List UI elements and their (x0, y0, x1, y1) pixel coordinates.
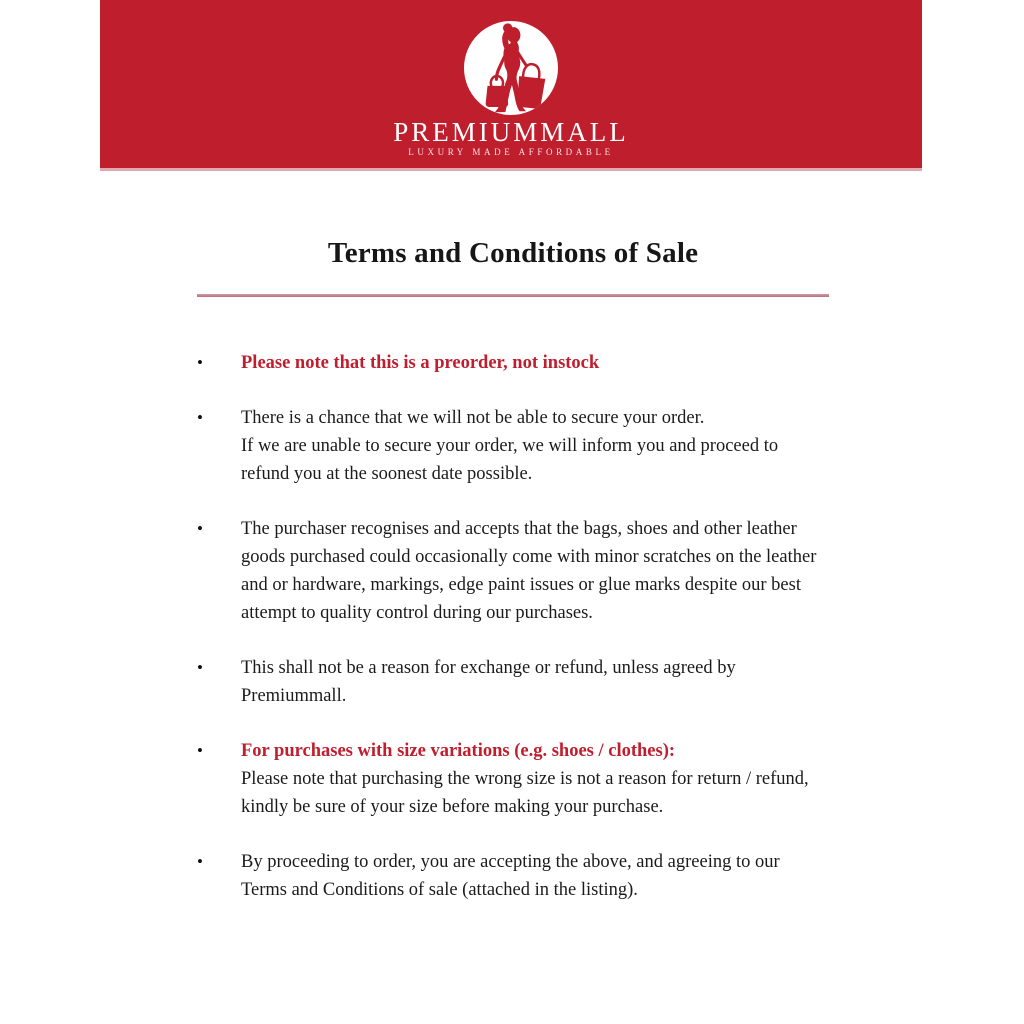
woman-shopper-silhouette-icon (464, 21, 558, 115)
term-item-no-refund (197, 654, 829, 710)
bullet-marker: • (197, 408, 203, 427)
term-body-line: Please note that purchasing the wrong size is not a reason for return / refund, kindly be sure of your size before making your purchase. (241, 769, 809, 817)
term-text (241, 404, 829, 488)
term-item-minor-defects (197, 515, 829, 627)
term-body-line: The purchaser recognises and accepts that the bags, shoes and other leather goods purchased could occasionally come with minor scratches on the leather and or hardware, markings, edge paint issues or glue marks despite our best attempt to quality control during our purchases. (241, 519, 817, 623)
term-item-agreement (197, 848, 829, 904)
bullet-marker: • (197, 658, 203, 677)
bullet-marker: • (197, 353, 203, 372)
term-text (241, 848, 829, 904)
brand-logo (464, 21, 558, 115)
brand-name: PREMIUMMALL (393, 117, 629, 147)
term-item-preorder-notice (197, 349, 829, 377)
term-lead-red: Please note that this is a preorder, not instock (241, 353, 600, 373)
term-lead-red: For purchases with size variations (e.g. shoes / clothes): (241, 741, 676, 761)
document-content (197, 174, 829, 931)
term-body-line: This shall not be a reason for exchange or refund, unless agreed by Premiummall. (241, 658, 736, 706)
term-item-size-variations (197, 737, 829, 821)
term-body-line: If we are unable to secure your order, we will inform you and proceed to refund you at the soonest date possible. (241, 436, 779, 484)
bullet-marker: • (197, 852, 203, 871)
bullet-marker: • (197, 519, 203, 538)
term-text (241, 737, 829, 821)
term-text (241, 349, 829, 377)
brand-banner (100, 0, 922, 171)
title-divider (197, 294, 829, 297)
bullet-marker: • (197, 741, 203, 760)
term-text (241, 515, 829, 627)
term-text (241, 654, 829, 710)
term-body-line: There is a chance that we will not be able to secure your order. (241, 408, 705, 428)
page-title: Terms and Conditions of Sale (327, 237, 699, 269)
brand-tagline: LUXURY MADE AFFORDABLE (408, 147, 614, 157)
term-item-secure-order (197, 404, 829, 488)
term-body-line: By proceeding to order, you are accepting the above, and agreeing to our Terms and Conditions of sale (attached in the listing). (241, 852, 780, 900)
terms-list (197, 349, 829, 904)
